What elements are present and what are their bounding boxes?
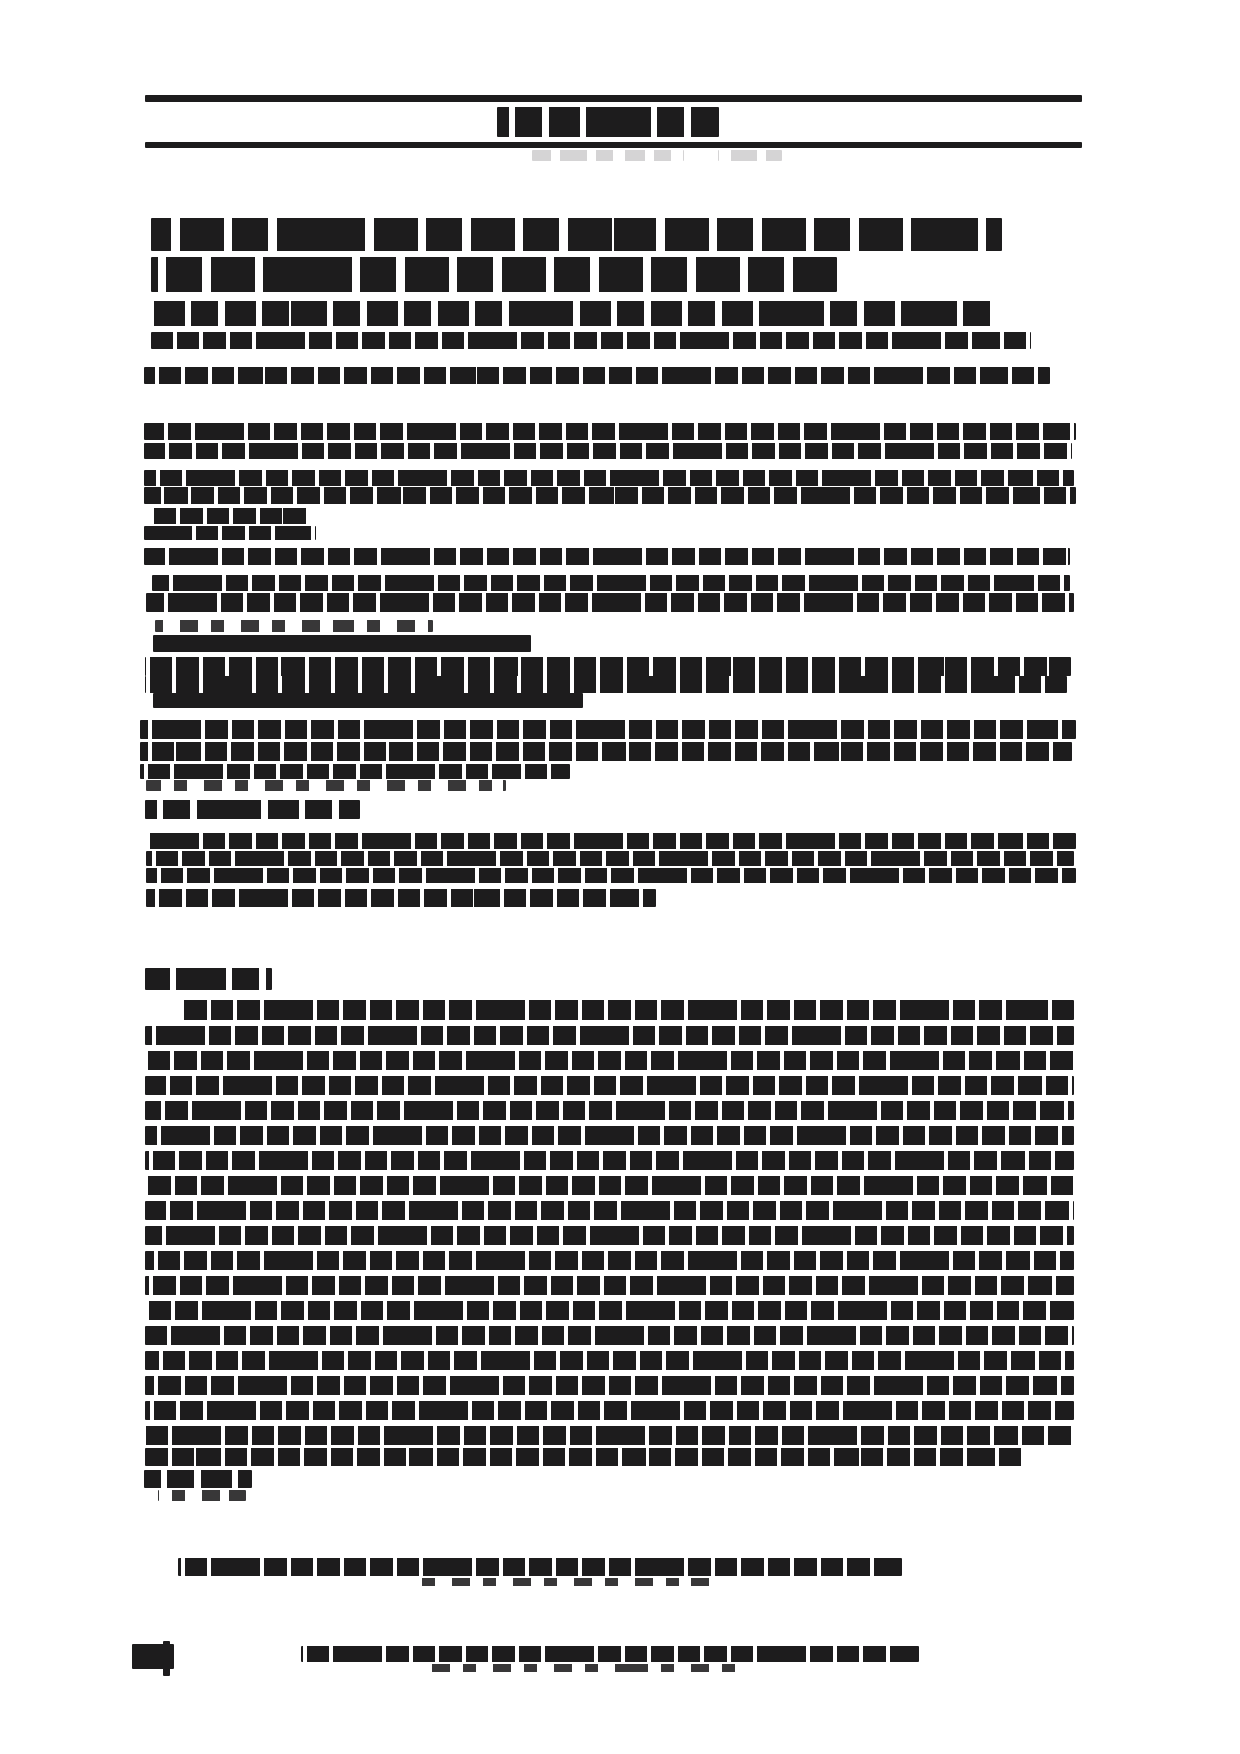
correspondence-sparse-row [155,620,433,632]
abstract-line-14 [145,1326,1074,1345]
received-stub-2 [146,780,506,791]
section-para-line-1 [146,833,1076,849]
received-line-1 [140,720,1076,739]
correspondence-line-2 [152,575,1070,591]
abstract-line-13 [145,1301,1074,1320]
footer-descender-row [430,1664,750,1672]
received-stub-1 [140,764,570,779]
abstract-line-05 [145,1101,1074,1120]
front-matter-stub-2 [144,526,316,540]
footer-divider [163,1641,170,1676]
running-head-rule-bottom [145,142,1082,148]
section-heading-blob [145,800,360,819]
footnote-line-blob [178,1558,902,1576]
abstract-line-02 [145,1026,1074,1045]
article-title-line-1-blob [151,218,1002,251]
affiliation-line-1-blob [151,332,1031,349]
front-matter-line-1 [144,423,1076,440]
footnote-descender-row [420,1578,720,1586]
correspondence-line-5 [145,676,1067,693]
abstract-line-18 [145,1426,1074,1445]
abstract-line-19 [145,1448,1025,1466]
abstract-heading-blob [145,968,272,990]
abstract-line-12 [145,1276,1074,1295]
abstract-line-11 [145,1251,1074,1270]
correspondence-bold-stub [153,693,583,708]
abstract-line-16 [145,1376,1074,1395]
abstract-line-15 [145,1351,1074,1370]
abstract-line-01 [180,1000,1074,1020]
running-head-text-blob [497,107,719,137]
abstract-line-06 [145,1126,1074,1145]
section-para-line-2 [146,851,1074,866]
article-title-line-2-blob [151,257,837,292]
correspondence-bold-segment [153,635,531,652]
abstract-line-08 [145,1176,1074,1195]
running-head-rule-top [145,95,1082,102]
keywords-label-blob [144,1470,252,1488]
abstract-line-10 [145,1226,1074,1245]
correspondence-line-3 [146,593,1074,612]
front-matter-line-2 [144,443,1072,459]
running-head-ghost-1 [532,150,684,161]
abstract-line-17 [145,1401,1074,1420]
abstract-line-03 [145,1051,1074,1070]
keywords-remnant [158,1490,246,1501]
abstract-line-09 [145,1201,1074,1220]
running-head-ghost-2 [718,150,782,161]
correspondence-line-1 [144,548,1070,565]
footer-journal-line-blob [301,1646,919,1662]
front-matter-line-4 [144,487,1076,504]
authors-line-blob [151,301,994,326]
front-matter-stub-1 [152,508,308,524]
received-line-2 [140,742,1072,761]
section-para-line-3 [146,868,1076,883]
abstract-line-04 [145,1076,1074,1095]
abstract-line-07 [145,1151,1074,1170]
correspondence-line-4 [145,657,1071,676]
section-para-line-4 [146,889,656,907]
affiliation-line-2-blob [144,367,1050,384]
front-matter-line-3 [144,470,1074,486]
